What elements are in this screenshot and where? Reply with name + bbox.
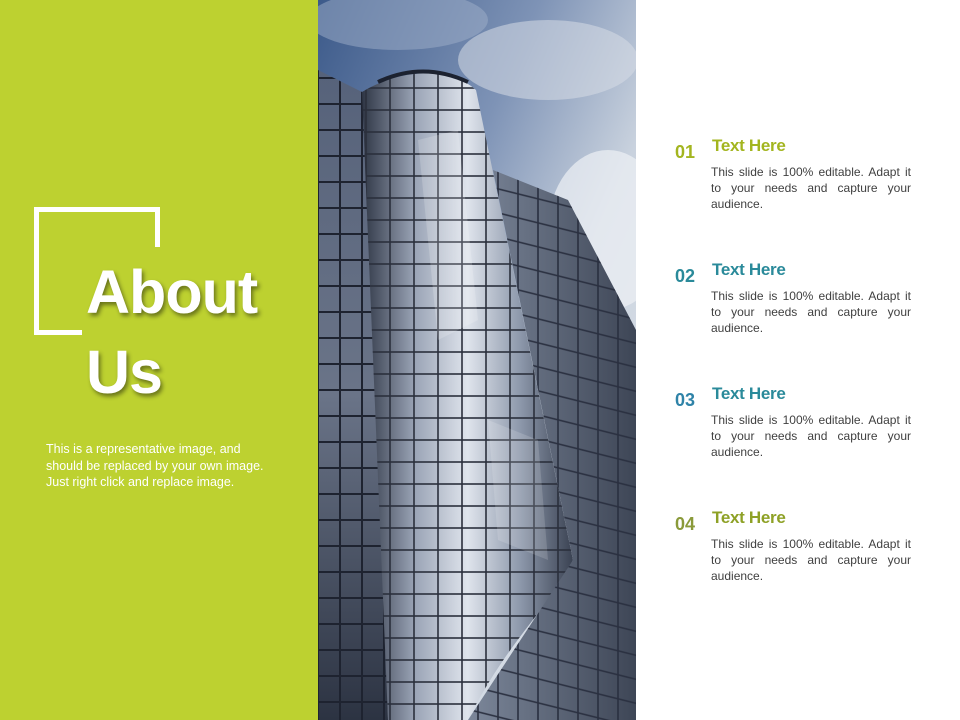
item-description: This slide is 100% editable. Adapt it to your needs and capture your audience. [711,413,911,459]
glass-skyscraper-photo [318,0,636,720]
item-heading: Text Here [712,508,786,527]
building-photo[interactable] [318,0,636,720]
item-number: 01 [675,142,696,162]
green-side-panel [0,0,318,720]
item-heading: Text Here [712,384,786,403]
list-item [672,260,942,360]
image-placeholder-note: This is a representative image, and should be replaced by your own image. Just right click and replace image. [46,442,264,489]
slide-title [86,252,257,412]
list-item [672,136,942,236]
item-number: 02 [675,266,696,286]
list-item [672,384,942,484]
item-description: This slide is 100% editable. Adapt it to your needs and capture your audience. [711,165,911,211]
title-line-1: About [86,258,258,326]
numbered-list [672,0,942,720]
item-number: 03 [675,390,696,410]
item-heading: Text Here [712,136,786,155]
item-description: This slide is 100% editable. Adapt it to your needs and capture your audience. [711,537,911,583]
item-heading: Text Here [712,260,786,279]
list-item [672,508,942,608]
item-description: This slide is 100% editable. Adapt it to your needs and capture your audience. [711,289,911,335]
item-number: 04 [675,514,696,534]
title-line-2: Us [86,338,162,406]
